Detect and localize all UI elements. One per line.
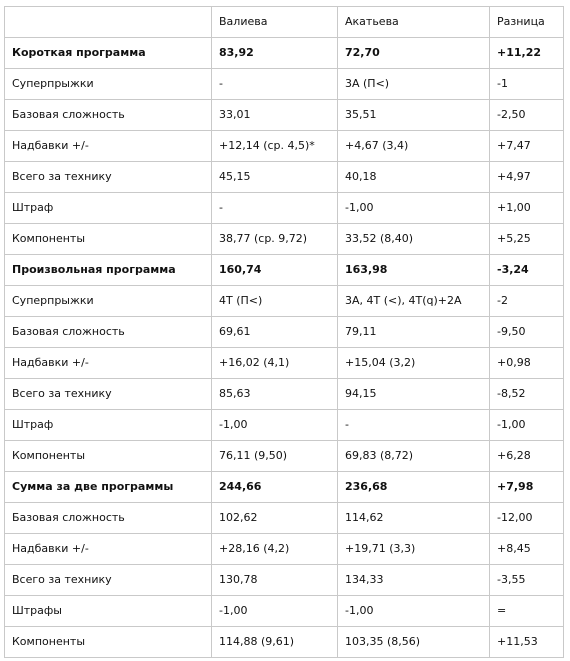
difference-cell: -1,00 <box>490 410 564 441</box>
difference-cell: +8,45 <box>490 534 564 565</box>
label-cell: Всего за технику <box>5 379 212 410</box>
akatieva-cell: -1,00 <box>338 596 490 627</box>
header-cell-akatieva: Акатьева <box>338 7 490 38</box>
difference-cell: -12,00 <box>490 503 564 534</box>
table-row <box>5 69 564 100</box>
difference-cell: +5,25 <box>490 224 564 255</box>
difference-cell: -3,24 <box>490 255 564 286</box>
valieva-cell: 69,61 <box>212 317 338 348</box>
akatieva-cell: 72,70 <box>338 38 490 69</box>
header-cell-empty <box>5 7 212 38</box>
table-row <box>5 193 564 224</box>
valieva-cell: +28,16 (4,2) <box>212 534 338 565</box>
akatieva-cell: - <box>338 410 490 441</box>
table-row <box>5 224 564 255</box>
valieva-cell: 33,01 <box>212 100 338 131</box>
akatieva-cell: +15,04 (3,2) <box>338 348 490 379</box>
table-row <box>5 410 564 441</box>
label-cell: Надбавки +/- <box>5 534 212 565</box>
valieva-cell: 45,15 <box>212 162 338 193</box>
valieva-cell: -1,00 <box>212 596 338 627</box>
akatieva-cell: 40,18 <box>338 162 490 193</box>
valieva-cell: 130,78 <box>212 565 338 596</box>
akatieva-cell: 35,51 <box>338 100 490 131</box>
valieva-cell: -1,00 <box>212 410 338 441</box>
akatieva-cell: 3A, 4T (<), 4T(q)+2A <box>338 286 490 317</box>
label-cell: Всего за технику <box>5 565 212 596</box>
label-cell: Базовая сложность <box>5 503 212 534</box>
table-row <box>5 317 564 348</box>
table-row <box>5 162 564 193</box>
label-cell: Всего за технику <box>5 162 212 193</box>
table-row <box>5 503 564 534</box>
label-cell: Произвольная программа <box>5 255 212 286</box>
table-body <box>5 7 564 658</box>
table-header-row <box>5 7 564 38</box>
difference-cell: +0,98 <box>490 348 564 379</box>
difference-cell: -1 <box>490 69 564 100</box>
label-cell: Суперпрыжки <box>5 69 212 100</box>
table-row <box>5 534 564 565</box>
difference-cell: +7,47 <box>490 131 564 162</box>
difference-cell: +11,53 <box>490 627 564 658</box>
label-cell: Штраф <box>5 410 212 441</box>
section-row <box>5 255 564 286</box>
label-cell: Надбавки +/- <box>5 348 212 379</box>
comparison-table <box>4 6 564 658</box>
valieva-cell: 38,77 (ср. 9,72) <box>212 224 338 255</box>
table-row <box>5 596 564 627</box>
label-cell: Компоненты <box>5 224 212 255</box>
akatieva-cell: 3A (П<) <box>338 69 490 100</box>
difference-cell: -8,52 <box>490 379 564 410</box>
table-row <box>5 348 564 379</box>
akatieva-cell: +19,71 (3,3) <box>338 534 490 565</box>
akatieva-cell: 134,33 <box>338 565 490 596</box>
difference-cell: = <box>490 596 564 627</box>
table-row <box>5 100 564 131</box>
table-row <box>5 627 564 658</box>
table-row <box>5 286 564 317</box>
label-cell: Штраф <box>5 193 212 224</box>
akatieva-cell: 103,35 (8,56) <box>338 627 490 658</box>
akatieva-cell: +4,67 (3,4) <box>338 131 490 162</box>
valieva-cell: 83,92 <box>212 38 338 69</box>
difference-cell: -2,50 <box>490 100 564 131</box>
akatieva-cell: 79,11 <box>338 317 490 348</box>
label-cell: Компоненты <box>5 627 212 658</box>
akatieva-cell: 69,83 (8,72) <box>338 441 490 472</box>
difference-cell: -9,50 <box>490 317 564 348</box>
akatieva-cell: 114,62 <box>338 503 490 534</box>
label-cell: Сумма за две программы <box>5 472 212 503</box>
valieva-cell: 76,11 (9,50) <box>212 441 338 472</box>
akatieva-cell: 33,52 (8,40) <box>338 224 490 255</box>
difference-cell: +6,28 <box>490 441 564 472</box>
difference-cell: +4,97 <box>490 162 564 193</box>
label-cell: Короткая программа <box>5 38 212 69</box>
valieva-cell: - <box>212 193 338 224</box>
akatieva-cell: -1,00 <box>338 193 490 224</box>
difference-cell: -3,55 <box>490 565 564 596</box>
akatieva-cell: 94,15 <box>338 379 490 410</box>
section-row <box>5 38 564 69</box>
valieva-cell: 102,62 <box>212 503 338 534</box>
valieva-cell: 244,66 <box>212 472 338 503</box>
difference-cell: +1,00 <box>490 193 564 224</box>
label-cell: Базовая сложность <box>5 100 212 131</box>
table-row <box>5 131 564 162</box>
valieva-cell: - <box>212 69 338 100</box>
label-cell: Компоненты <box>5 441 212 472</box>
header-cell-valieva: Валиева <box>212 7 338 38</box>
difference-cell: +11,22 <box>490 38 564 69</box>
difference-cell: +7,98 <box>490 472 564 503</box>
valieva-cell: +12,14 (ср. 4,5)* <box>212 131 338 162</box>
valieva-cell: 85,63 <box>212 379 338 410</box>
valieva-cell: +16,02 (4,1) <box>212 348 338 379</box>
difference-cell: -2 <box>490 286 564 317</box>
akatieva-cell: 163,98 <box>338 255 490 286</box>
valieva-cell: 160,74 <box>212 255 338 286</box>
label-cell: Надбавки +/- <box>5 131 212 162</box>
valieva-cell: 4T (П<) <box>212 286 338 317</box>
table-row <box>5 441 564 472</box>
table-row <box>5 565 564 596</box>
label-cell: Суперпрыжки <box>5 286 212 317</box>
table-row <box>5 379 564 410</box>
label-cell: Базовая сложность <box>5 317 212 348</box>
section-row <box>5 472 564 503</box>
header-cell-difference: Разница <box>490 7 564 38</box>
label-cell: Штрафы <box>5 596 212 627</box>
valieva-cell: 114,88 (9,61) <box>212 627 338 658</box>
akatieva-cell: 236,68 <box>338 472 490 503</box>
